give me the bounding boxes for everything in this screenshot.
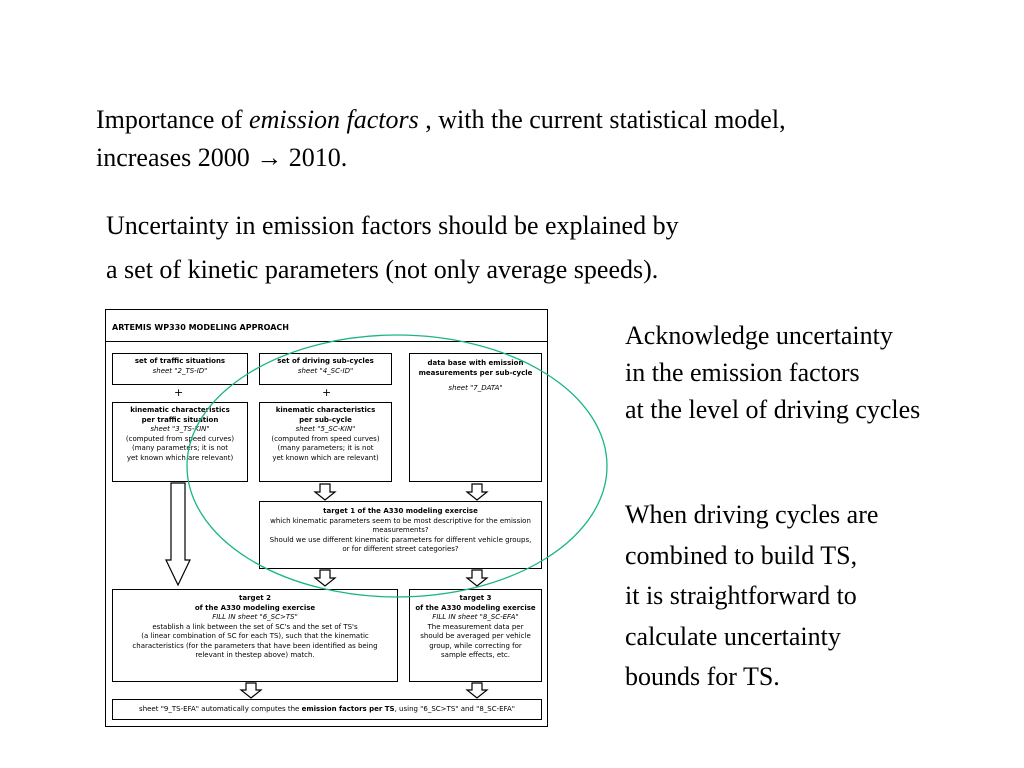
box-text: (computed from speed curves) (125, 434, 235, 443)
box-text: The measurement data per (427, 622, 524, 631)
box-text: yet known which are relevant) (126, 453, 234, 462)
summary-emphasis: emission factors per TS (301, 705, 395, 713)
side1-line: at the level of driving cycles (625, 395, 921, 424)
side2-line: calculate uncertainty (625, 621, 841, 651)
para2-line1: Uncertainty in emission factors should be explained by (106, 211, 679, 240)
box-label: of the A330 modeling exercise (194, 603, 316, 612)
box-label: set of traffic situations (134, 357, 226, 365)
side2-line: When driving cycles are (625, 500, 879, 529)
plus-sign: + (174, 386, 184, 399)
box-text: (many parameters; it is not (131, 444, 229, 452)
box-text: or for different street categories? (342, 545, 459, 553)
box-label: per traffic situation (141, 415, 219, 424)
sheet-label: sheet "7_DATA" (448, 384, 503, 392)
sheet-label: sheet "4_SC-ID" (297, 366, 354, 375)
box-text: (a linear combination of SC for each TS), such that the kinematic (141, 632, 369, 640)
sheet-label: sheet "5_SC-KIN" (295, 425, 356, 433)
box-label: kinematic characteristics (130, 406, 230, 414)
side2-line: bounds for TS. (625, 662, 780, 691)
summary-prefix: sheet "9_TS-EFA" automatically computes the (139, 705, 302, 713)
sheet-label: FILL IN sheet "6_SC>TS" (212, 613, 298, 621)
para1-line2: increases 2000 → 2010. (96, 143, 348, 172)
para1-suffix: , with the current statistical model, (418, 105, 786, 134)
box-label: target 1 of the A330 modeling exercise (323, 507, 478, 515)
sheet-label: sheet "2_TS-ID" (152, 366, 208, 375)
para1-emphasis: emission factors (249, 105, 419, 134)
box-label: set of driving sub-cycles (277, 357, 374, 365)
sheet-label: sheet "3_TS-KIN" (150, 425, 210, 433)
box-text: Should we use different kinematic parameters for different vehicle groups, (269, 535, 532, 544)
box-label: data base with emission (427, 359, 524, 367)
box-text: (many parameters; it is not (277, 444, 374, 452)
box-text: sample effects, etc. (441, 651, 510, 659)
box-text: group, while correcting for (429, 641, 522, 650)
para1-prefix: Importance of (96, 105, 250, 134)
plus-sign: + (322, 386, 332, 399)
box-text: yet known which are relevant) (272, 453, 379, 462)
box-text: relevant in thestep above) match. (195, 651, 315, 659)
side1-line: Acknowledge uncertainty (625, 321, 893, 350)
summary-suffix: , using "6_SC>TS" and "8_SC-EFA" (394, 705, 515, 713)
para2-line2: a set of kinetic parameters (not only average speeds). (106, 255, 659, 284)
box-text: (computed from speed curves) (271, 434, 380, 443)
box-label: target 3 (459, 594, 492, 602)
box-label: kinematic characteristics (275, 406, 376, 414)
sheet-label: FILL IN sheet "8_SC-EFA" (432, 613, 519, 621)
box-text: should be averaged per vehicle (420, 632, 531, 640)
side2-line: combined to build TS, (625, 540, 858, 570)
box-text: which kinematic parameters seem to be most descriptive for the emission (270, 516, 531, 525)
box-text: characteristics (for the parameters that have been identified as being (132, 641, 378, 650)
highlight-ellipse (187, 335, 607, 597)
side1-line: in the emission factors (625, 358, 860, 387)
box-label: of the A330 modeling exercise (415, 603, 536, 612)
box-text: measurements? (372, 526, 429, 534)
box-label: per sub-cycle (299, 415, 352, 424)
side2-line: it is straightforward to (625, 581, 857, 610)
box-label: measurements per sub-cycle (418, 368, 533, 377)
box-label: target 2 (239, 594, 271, 602)
box-text: establish a link between the set of SC's and the set of TS's (152, 622, 358, 631)
diagram-title: ARTEMIS WP330 MODELING APPROACH (112, 323, 289, 332)
